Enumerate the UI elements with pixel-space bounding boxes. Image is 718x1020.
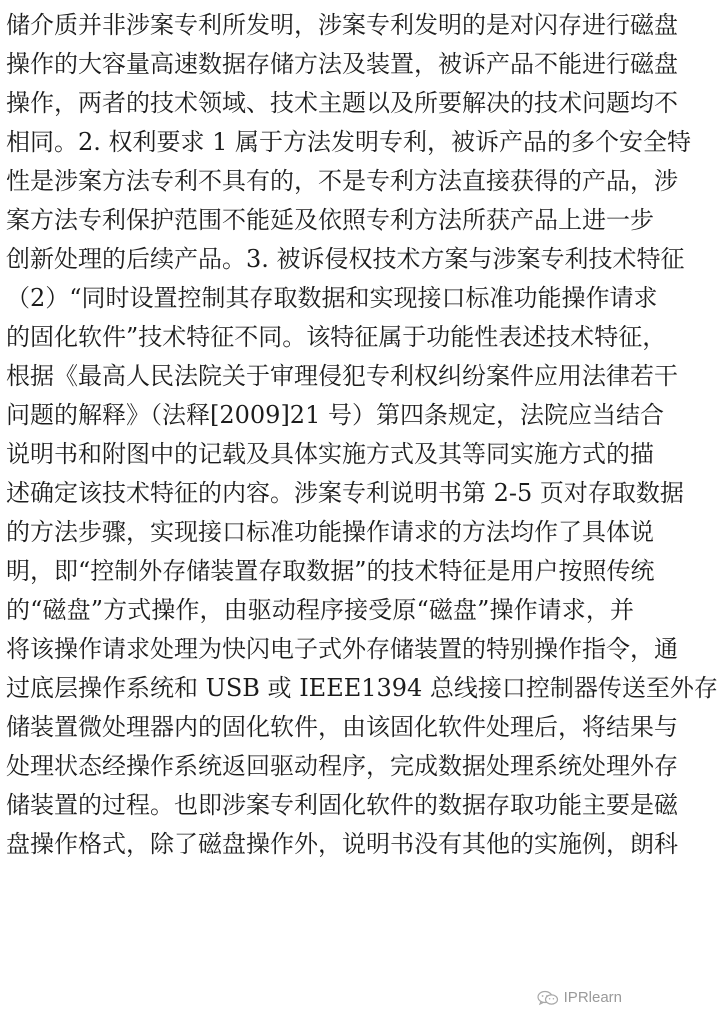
text-line: 过底层操作系统和 USB 或 IEEE1394 总线接口控制器传送至外存	[6, 674, 718, 702]
body-text	[6, 6, 718, 864]
text-line: 相同。2. 权利要求 1 属于方法发明专利，被诉产品的多个安全特	[6, 128, 692, 156]
text-line: 创新处理的后续产品。3. 被诉侵权技术方案与涉案专利技术特征	[6, 245, 685, 273]
watermark	[537, 989, 622, 1006]
wechat-icon	[537, 990, 559, 1006]
text-line: （2）“同时设置控制其存取数据和实现接口标准功能操作请求	[6, 284, 658, 312]
text-line: 案方法专利保护范围不能延及依照专利方法所获产品上进一步	[6, 206, 654, 234]
text-line: 将该操作请求处理为快闪电子式外存储装置的特别操作指令，通	[6, 635, 678, 663]
text-line: 说明书和附图中的记载及具体实施方式及其等同实施方式的描	[6, 440, 654, 468]
text-line: 储装置微处理器内的固化软件，由该固化软件处理后，将结果与	[6, 713, 678, 741]
text-line: 的“磁盘”方式操作，由驱动程序接受原“磁盘”操作请求，并	[6, 596, 634, 624]
text-line: 述确定该技术特征的内容。涉案专利说明书第 2-5 页对存取数据	[6, 479, 684, 507]
text-line: 的固化软件”技术特征不同。该特征属于功能性表述技术特征，	[6, 323, 667, 351]
text-line: 明，即“控制外存储装置存取数据”的技术特征是用户按照传统	[6, 557, 655, 585]
text-line: 储装置的过程。也即涉案专利固化软件的数据存取功能主要是磁	[6, 791, 678, 819]
text-line: 问题的解释》（法释[2009]21 号）第四条规定，法院应当结合	[6, 401, 664, 429]
text-line: 处理状态经操作系统返回驱动程序，完成数据处理系统处理外存	[6, 752, 678, 780]
text-line: 盘操作格式，除了磁盘操作外，说明书没有其他的实施例，朗科	[6, 830, 678, 858]
text-line: 根据《最高人民法院关于审理侵犯专利权纠纷案件应用法律若干	[6, 362, 678, 390]
text-line: 的方法步骤，实现接口标准功能操作请求的方法均作了具体说	[6, 518, 654, 546]
text-line: 储介质并非涉案专利所发明，涉案专利发明的是对闪存进行磁盘	[6, 11, 678, 39]
text-line: 操作的大容量高速数据存储方法及装置，被诉产品不能进行磁盘	[6, 50, 678, 78]
text-line: 性是涉案方法专利不具有的，不是专利方法直接获得的产品，涉	[6, 167, 678, 195]
text-line: 操作，两者的技术领域、技术主题以及所要解决的技术问题均不	[6, 89, 678, 117]
watermark-text: IPRlearn	[563, 989, 622, 1006]
